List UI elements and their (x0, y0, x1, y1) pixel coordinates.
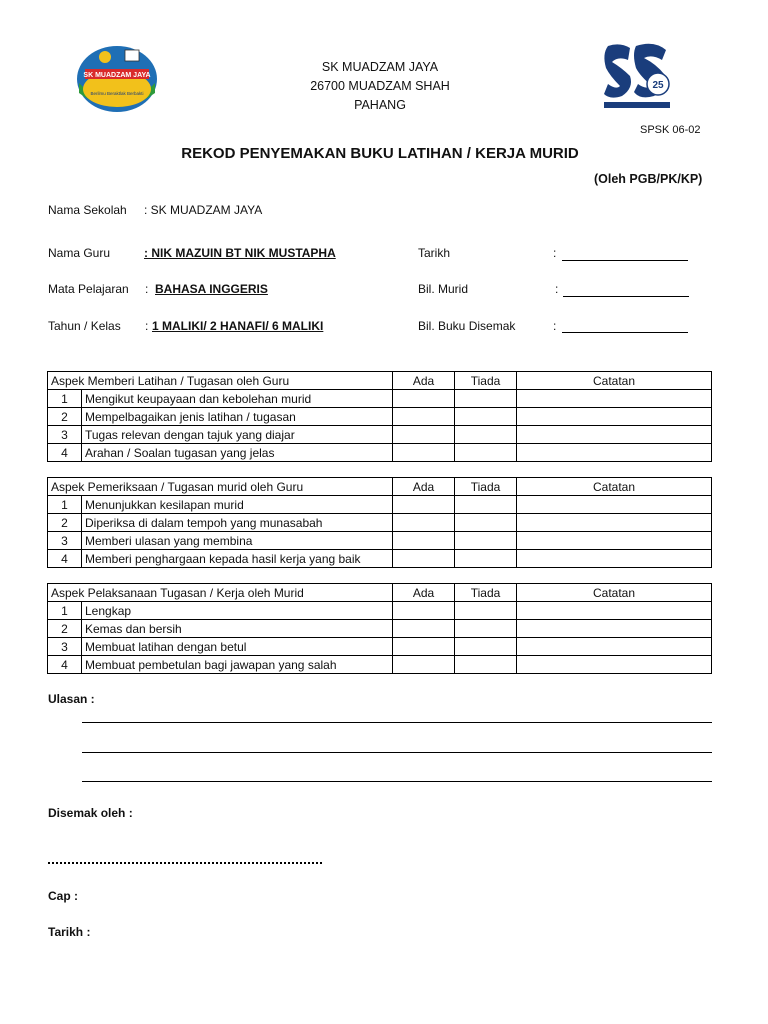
form-subtitle: (Oleh PGB/PK/KP) (594, 172, 703, 186)
form-code: SPSK 06-02 (640, 124, 701, 136)
label-date: Tarikh (418, 246, 451, 260)
label-school: Nama Sekolah (48, 203, 127, 217)
row-text: Menunjukkan kesilapan murid (82, 496, 393, 514)
form-title: REKOD PENYEMAKAN BUKU LATIHAN / KERJA MURID (181, 145, 579, 162)
table-row (48, 408, 712, 426)
row-number: 3 (48, 638, 82, 656)
row-text: Arahan / Soalan tugasan yang jelas (82, 444, 393, 462)
table-row (48, 550, 712, 568)
cap-label: Cap : (48, 889, 78, 903)
logo-left-banner: SK MUADZAM JAYA (83, 72, 151, 79)
row-text: Lengkap (82, 602, 393, 620)
colon-class: : (145, 319, 149, 333)
label-subject: Mata Pelajaran (48, 282, 129, 296)
section-heading: Aspek Pemeriksaan / Tugasan murid oleh Guru (48, 478, 393, 496)
colon-date: : (553, 246, 557, 260)
ada-cell[interactable] (393, 602, 455, 620)
catatan-cell[interactable] (517, 444, 712, 462)
catatan-cell[interactable] (517, 638, 712, 656)
label-books: Bil. Buku Disemak (418, 319, 516, 333)
row-number: 2 (48, 408, 82, 426)
table-row (48, 496, 712, 514)
value-subject: BAHASA INGGERIS (155, 282, 268, 296)
table-row (48, 532, 712, 550)
date-input-line[interactable] (562, 260, 688, 261)
row-text: Mempelbagaikan jenis latihan / tugasan (82, 408, 393, 426)
tiada-cell[interactable] (455, 620, 517, 638)
tiada-cell[interactable] (455, 550, 517, 568)
catatan-cell[interactable] (517, 514, 712, 532)
section-heading: Aspek Memberi Latihan / Tugasan oleh Guru (48, 372, 393, 390)
section-heading: Aspek Pelaksanaan Tugasan / Kerja oleh Murid (48, 584, 393, 602)
tiada-cell[interactable] (455, 408, 517, 426)
tiada-cell[interactable] (455, 514, 517, 532)
value-school: : SK MUADZAM JAYA (144, 203, 263, 217)
ada-cell[interactable] (393, 620, 455, 638)
col-tiada: Tiada (455, 372, 517, 390)
catatan-cell[interactable] (517, 532, 712, 550)
col-catatan: Catatan (517, 584, 712, 602)
logo-right-number: 25 (652, 80, 664, 91)
row-text: Membuat latihan dengan betul (82, 638, 393, 656)
value-class: 1 MALIKI/ 2 HANAFI/ 6 MALIKI (152, 319, 324, 333)
col-ada: Ada (393, 478, 455, 496)
row-text: Membuat pembetulan bagi jawapan yang salah (82, 656, 393, 674)
ulasan-line-1[interactable] (82, 722, 712, 723)
catatan-cell[interactable] (517, 602, 712, 620)
address-line1: 26700 MUADZAM SHAH (310, 79, 450, 93)
table-row (48, 602, 712, 620)
colon-students: : (555, 282, 559, 296)
row-number: 1 (48, 390, 82, 408)
ulasan-line-3[interactable] (82, 781, 712, 782)
school-logo (75, 43, 159, 113)
ada-cell[interactable] (393, 638, 455, 656)
label-teacher: Nama Guru (48, 246, 111, 260)
row-text: Memberi penghargaan kepada hasil kerja yang baik (82, 550, 393, 568)
ada-cell[interactable] (393, 426, 455, 444)
program-logo (600, 40, 674, 110)
tarikh-label: Tarikh : (48, 925, 91, 939)
table-row (48, 638, 712, 656)
section-table-3 (47, 583, 712, 674)
students-input-line[interactable] (563, 296, 689, 297)
tiada-cell[interactable] (455, 656, 517, 674)
row-text: Memberi ulasan yang membina (82, 532, 393, 550)
ulasan-label: Ulasan : (48, 692, 95, 706)
row-number: 3 (48, 426, 82, 444)
value-teacher: : NIK MAZUIN BT NIK MUSTAPHA (144, 246, 336, 260)
catatan-cell[interactable] (517, 496, 712, 514)
row-number: 2 (48, 620, 82, 638)
row-number: 4 (48, 550, 82, 568)
tiada-cell[interactable] (455, 426, 517, 444)
col-tiada: Tiada (455, 478, 517, 496)
ada-cell[interactable] (393, 390, 455, 408)
tiada-cell[interactable] (455, 444, 517, 462)
col-catatan: Catatan (517, 478, 712, 496)
section-table-2 (47, 477, 712, 568)
row-number: 4 (48, 656, 82, 674)
ada-cell[interactable] (393, 656, 455, 674)
col-ada: Ada (393, 584, 455, 602)
catatan-cell[interactable] (517, 390, 712, 408)
col-tiada: Tiada (455, 584, 517, 602)
catatan-cell[interactable] (517, 550, 712, 568)
tiada-cell[interactable] (455, 390, 517, 408)
row-text: Tugas relevan dengan tajuk yang diajar (82, 426, 393, 444)
table-row (48, 656, 712, 674)
row-number: 1 (48, 602, 82, 620)
school-name: SK MUADZAM JAYA (321, 60, 439, 74)
table-row (48, 444, 712, 462)
catatan-cell[interactable] (517, 408, 712, 426)
tiada-cell[interactable] (455, 638, 517, 656)
label-class: Tahun / Kelas (48, 319, 121, 333)
row-number: 3 (48, 532, 82, 550)
ada-cell[interactable] (393, 550, 455, 568)
ulasan-line-2[interactable] (82, 752, 712, 753)
colon-books: : (553, 319, 557, 333)
table-row (48, 390, 712, 408)
disemak-label: Disemak oleh : (48, 806, 133, 820)
ada-cell[interactable] (393, 532, 455, 550)
tiada-cell[interactable] (455, 496, 517, 514)
logo-left-motto: Berilmu Beraktlak Berbakti (90, 91, 144, 96)
tiada-cell[interactable] (455, 602, 517, 620)
row-number: 1 (48, 496, 82, 514)
table-row (48, 514, 712, 532)
row-number: 4 (48, 444, 82, 462)
row-text: Diperiksa di dalam tempoh yang munasabah (82, 514, 393, 532)
catatan-cell[interactable] (517, 620, 712, 638)
ada-cell[interactable] (393, 408, 455, 426)
label-students: Bil. Murid (418, 282, 469, 296)
ada-cell[interactable] (393, 444, 455, 462)
tiada-cell[interactable] (455, 532, 517, 550)
row-number: 2 (48, 514, 82, 532)
signature-line[interactable] (48, 862, 322, 864)
table-row (48, 426, 712, 444)
table-row (48, 620, 712, 638)
books-input-line[interactable] (562, 332, 688, 333)
colon-subject: : (145, 282, 149, 296)
catatan-cell[interactable] (517, 656, 712, 674)
col-ada: Ada (393, 372, 455, 390)
section-table-1 (47, 371, 712, 462)
ada-cell[interactable] (393, 514, 455, 532)
catatan-cell[interactable] (517, 426, 712, 444)
ada-cell[interactable] (393, 496, 455, 514)
row-text: Mengikut keupayaan dan kebolehan murid (82, 390, 393, 408)
col-catatan: Catatan (517, 372, 712, 390)
row-text: Kemas dan bersih (82, 620, 393, 638)
address-line2: PAHANG (354, 98, 406, 112)
